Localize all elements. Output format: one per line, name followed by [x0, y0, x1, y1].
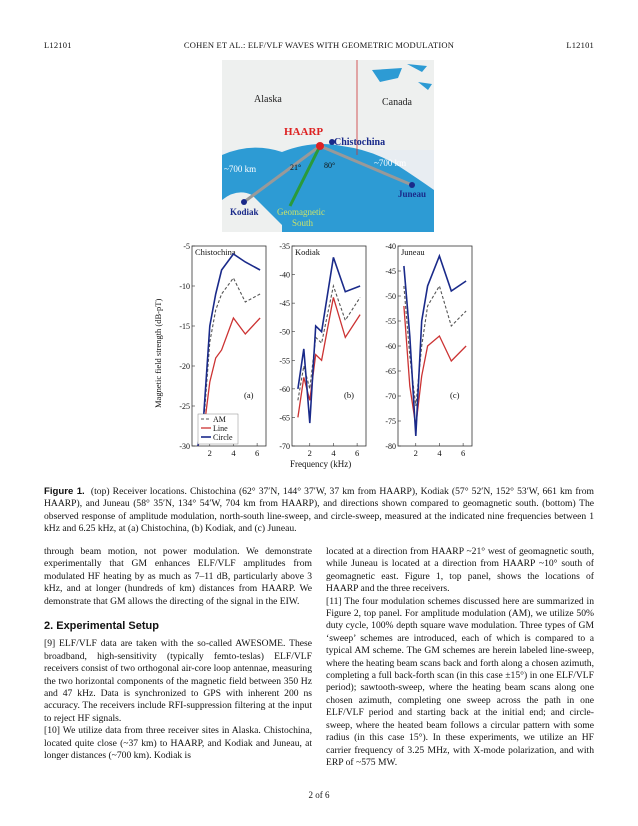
x-tick-label: 4 [437, 448, 442, 458]
paragraph: [10] We utilize data from three receiver sites in Alaska. Chistochina, located quite close (~37 km) to HAARP, and Kodiak and Juneau, at longer distances (~700 km). Kodiak is [44, 725, 312, 762]
map-label-kodiak: Kodiak [230, 207, 259, 217]
y-tick-label: -55 [279, 356, 290, 366]
y-tick-label: -65 [279, 413, 290, 423]
y-tick-label: -65 [385, 367, 396, 376]
paragraph: [9] ELF/VLF data are taken with the so-called AWESOME. These broadband, high-sensitivity (typically femto-teslas) ELF/VLF receivers consist of two orthogonal air-core loop antennae, measuring the two horizontal components of the magnetic field between 350 Hz and 47 kHz. Data is synchronized to GPS with inherent 200 ns accuracy. The receivers include RFI-suppression filtering at the input to reject HF signals. [44, 638, 312, 724]
y-tick-label: -60 [279, 384, 290, 394]
y-tick-label: -20 [179, 362, 190, 371]
chart-panel-label: (a) [244, 390, 254, 400]
y-tick-label: -25 [179, 402, 190, 411]
y-tick-label: -50 [385, 292, 396, 301]
figure-label: Figure 1. [44, 486, 85, 497]
chart-frame [292, 246, 366, 446]
x-tick-label: 4 [331, 448, 336, 458]
map-label-distance-left: ~700 km [224, 164, 257, 174]
chart-title: Chistochina [195, 247, 236, 257]
y-tick-label: -10 [179, 282, 190, 291]
map-label-angle-right: 80° [324, 161, 336, 170]
y-tick-label: -80 [385, 442, 396, 451]
y-tick-label: -40 [279, 270, 290, 280]
y-tick-label: -15 [179, 322, 190, 331]
y-tick-label: -45 [385, 267, 396, 276]
y-tick-label: -45 [279, 299, 290, 309]
map-label-juneau: Juneau [398, 189, 427, 199]
running-header-right: L12101 [566, 40, 594, 50]
map-label-angle-left: 21° [290, 163, 302, 172]
x-tick-label: 6 [460, 448, 466, 458]
y-tick-label: -50 [279, 327, 290, 337]
y-tick-label: -75 [385, 417, 396, 426]
running-header-title: COHEN ET AL.: ELF/VLF WAVES WITH GEOMETRIC MODULATION [183, 40, 455, 50]
y-tick-label: -55 [385, 317, 396, 326]
chart-panel-label: (b) [344, 390, 354, 400]
map-label-haarp: HAARP [284, 126, 324, 138]
section-heading: 2. Experimental Setup [44, 620, 159, 633]
paragraph: located at a direction from HAARP ~21° west of geomagnetic south, while Juneau is located at a direction from HAARP ~10° south of geomagnetic east. Figure 1, top panel, shows the locations of HAARP and the three receivers. [326, 546, 594, 595]
chart-panel-label: (c) [450, 390, 460, 400]
map-label-chistochina: Chistochina [334, 137, 386, 148]
legend-label: Line [213, 424, 228, 433]
paragraph: [11] The four modulation schemes discussed here are summarized in Figure 2, top panel. For amplitude modulation (AM), we utilize 50% duty cycle, 100% depth square wave modulation. Three types of GM ‘sweep’ schemes are introduced, each of which is compared to a typical AM scheme. The GM schemes are herein labeled line-sweep, where the heating beam scans back and forth along a chosen azimuth, completing a full back-forth scan (in this case ±15°) in one ELF/VLF period); sawtooth-sweep, where the heating beam scans along one chosen azimuth, completing one sweep across the path in one ELF/VLF period and starting back at the initial end; and circle-sweep, where the heated beam follows a circular pattern with some radius (in this case 15°). In these experiments, we utilize an HF carrier frequency of 3.25 MHz, with X-mode polarization, and with ERP of ~575 MW. [326, 595, 594, 768]
map-label-distance-right: ~700 km [374, 158, 407, 168]
y-tick-label: -70 [385, 392, 396, 401]
map-label-geomagnetic: Geomagnetic [277, 207, 325, 217]
series-line-line [404, 306, 466, 426]
legend-label: Circle [213, 433, 233, 442]
y-tick-label: -70 [279, 442, 290, 451]
map-label-south: South [292, 218, 314, 228]
chart-title: Juneau [401, 247, 425, 257]
x-tick-label: 2 [413, 448, 418, 458]
figure-caption-text: (top) Receiver locations. Chistochina (62° 37′N, 144° 37′W, 37 km from HAARP), Kodiak (57° 52′N, 152° 53′W, 661 km from HAARP), and Juneau (58° 35′N, 134° 54′W, 704 km from HAARP), and directions shown compared to geomagnetic south. (bottom) The observed response of amplitude modulation, north-south line-sweep, and circle-sweep, measured at the indicated nine frequencies between 1 kHz and 6.25 kHz, at (a) Chistochina, (b) Kodiak, and (c) Juneau. [44, 486, 595, 534]
map-label-canada: Canada [382, 97, 412, 108]
y-tick-label: -40 [385, 242, 396, 251]
charts-xlabel: Frequency (kHz) [290, 459, 352, 469]
x-tick-label: 2 [307, 448, 312, 458]
running-header-left: L12101 [44, 40, 72, 50]
charts-ylabel: Magnetic field strength (dB-pT) [153, 298, 163, 408]
x-tick-label: 6 [354, 448, 360, 458]
body-column-right [326, 546, 594, 769]
chart-title: Kodiak [295, 247, 321, 257]
figure-caption [44, 486, 594, 535]
modulation-response-charts [150, 238, 480, 470]
y-tick-label: -30 [179, 442, 190, 451]
y-tick-label: -5 [183, 242, 190, 251]
y-tick-label: -35 [279, 242, 290, 251]
page-number: 2 of 6 [308, 790, 330, 800]
paragraph: through beam motion, not power modulation. We demonstrate experimentally that GM enhances ELF/VLF amplitudes from modulated HF heating by as much as 7–11 dB, particularly above 3 kHz, and at longer (hundreds of km) distances from HAARP. We demonstrate that GM allows the directing of the signal in the EIW. [44, 546, 312, 607]
receiver-location-map [222, 60, 434, 232]
x-tick-label: 6 [254, 448, 260, 458]
y-tick-label: -60 [385, 342, 396, 351]
body-column-left [44, 546, 312, 763]
legend-label: AM [213, 415, 226, 424]
x-tick-label: 4 [231, 448, 236, 458]
x-tick-label: 2 [207, 448, 212, 458]
map-label-alaska: Alaska [254, 94, 282, 105]
